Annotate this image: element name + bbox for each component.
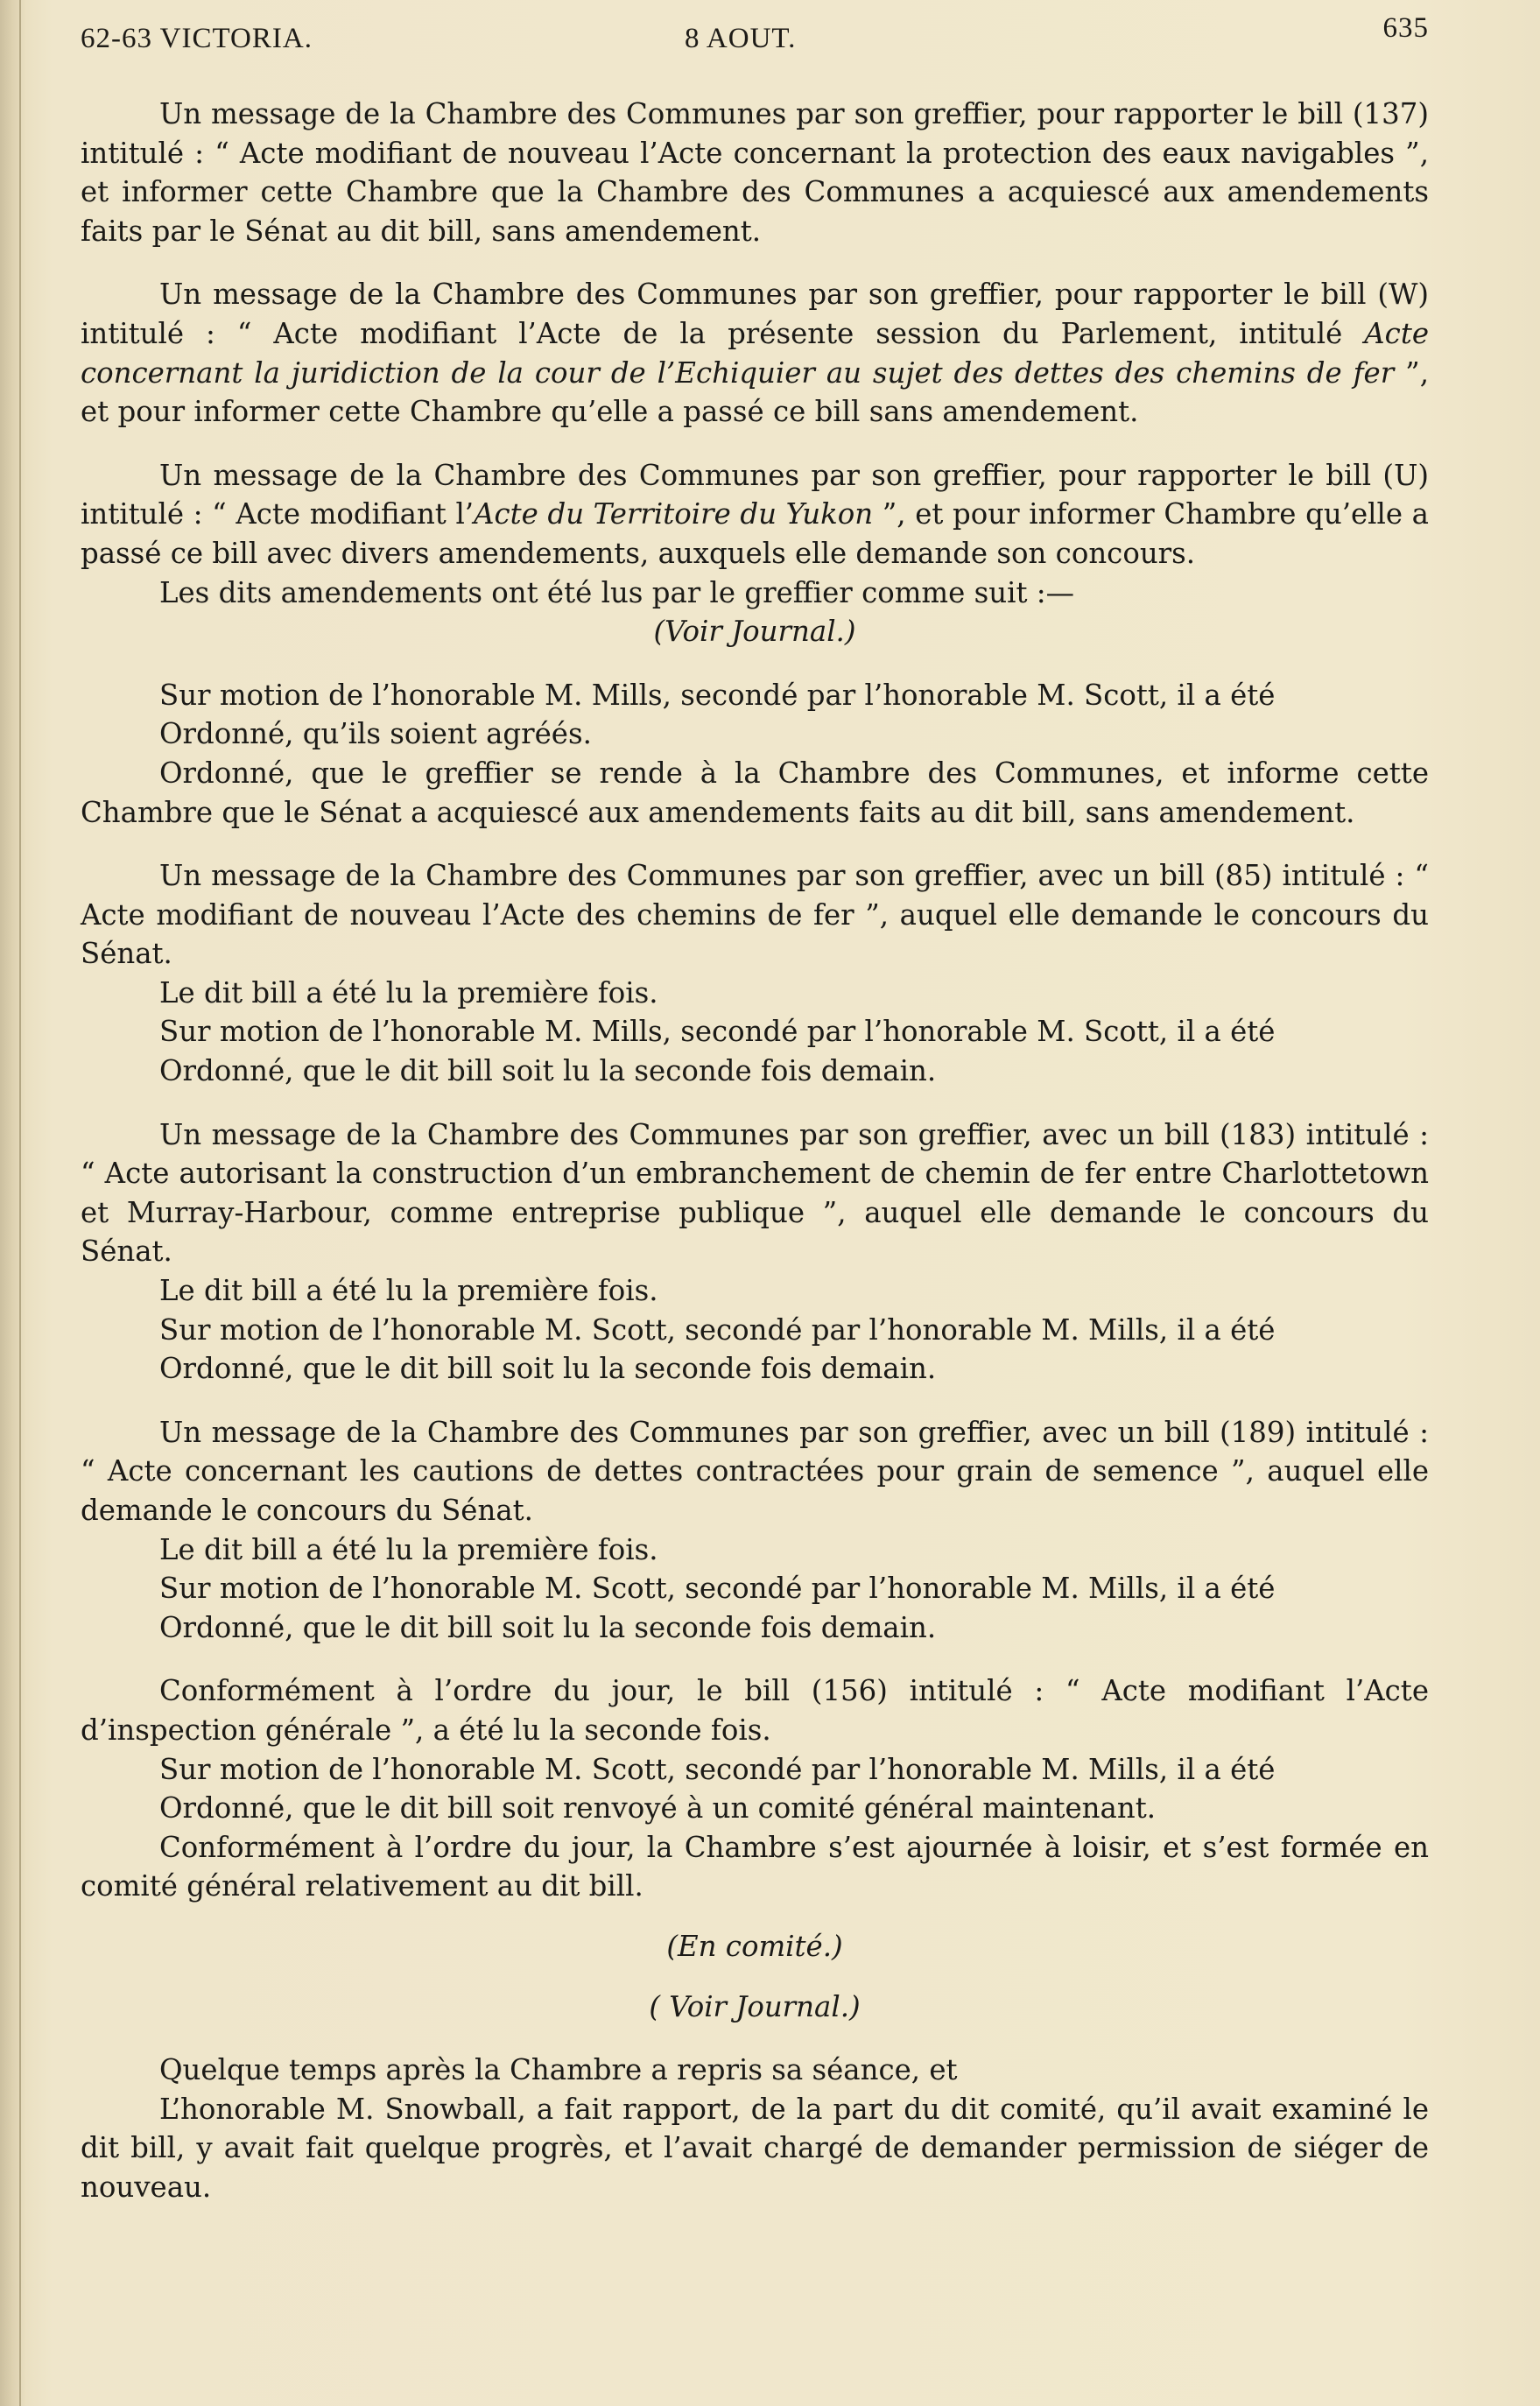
paragraph: Ordonné, que le greffier se rende à la Chambre des Communes, et informe cette Chambre que le Sénat a acquiescé aux amendements faits au dit bill, sans amendement. — [81, 756, 1429, 829]
paragraph: Les dits amendements ont été lus par le greffier comme suit :— — [159, 575, 1075, 609]
order-line: Ordonné, qu’ils soient agréés. — [159, 717, 592, 751]
paragraph-bill-156: Conformément à l’ordre du jour, le bill (156) intitulé : “ Acte modifiant l’Acte d’inspection générale ”, a été lu la seconde fois. — [81, 1674, 1429, 1747]
text-run: ”, et pour informer Chambre qu’elle a passé ce bill avec divers amendements, auxquels elle demande son concours. — [81, 497, 1429, 570]
header-date: 8 AOUT. — [685, 23, 797, 54]
en-comite-note: (En comité.) — [666, 1929, 843, 1963]
paragraph-bill-85: Un message de la Chambre des Communes par son greffier, avec un bill (85) intitulé : “ Acte modifiant de nouveau l’Acte des chemins de fer ”, auquel elle demande le concours du Sénat. — [81, 859, 1429, 971]
text-run: Un message de la Chambre des Communes par son greffier, pour rapporter le bill (U) intitulé : “ Acte modifiant l’ — [81, 458, 1429, 531]
paragraph: Quelque temps après la Chambre a repris sa séance, et — [159, 2053, 958, 2087]
reading-line: Le dit bill a été lu la première fois. — [159, 1532, 658, 1566]
paragraph-bill-183: Un message de la Chambre des Communes par son greffier, avec un bill (183) intitulé : “ Acte autorisant la construction d’un embranchement de chemin de fer entre Charlottetown et Murray-Harbour, comme entreprise publique ”, auquel elle demande le concours du Sénat. — [81, 1117, 1429, 1269]
paragraph-bill-137: Un message de la Chambre des Communes par son greffier, pour rapporter le bill (137) intitulé : “ Acte modifiant de nouveau l’Acte concernant la protection des eaux navigables ”, et informer cette Chambre que la Chambre des Communes a acquiescé aux amendements faits par le Sénat au dit bill, sans amendement. — [81, 97, 1429, 248]
italic-title: Acte concernant la juridiction de la cour de l’Echiquier au sujet des dettes des chemins de fer — [81, 316, 1429, 390]
order-line: Ordonné, que le dit bill soit lu la seconde fois demain. — [159, 1610, 937, 1644]
reading-line: Le dit bill a été lu la première fois. — [159, 975, 658, 1010]
order-line: Ordonné, que le dit bill soit lu la seconde fois demain. — [159, 1054, 937, 1088]
paragraph: Conformément à l’ordre du jour, la Chambre s’est ajournée à loisir, et s’est formée en comité général relativement au dit bill. — [81, 1830, 1429, 1903]
binding-gutter — [19, 0, 21, 2406]
italic-title: Acte du Territoire du Yukon — [474, 497, 874, 531]
voir-journal-note: ( Voir Journal.) — [649, 1989, 861, 2023]
motion-line: Sur motion de l’honorable M. Mills, secondé par l’honorable M. Scott, il a été — [159, 1015, 1276, 1049]
voir-journal-note: (Voir Journal.) — [653, 615, 856, 649]
paragraph-bill-w — [81, 275, 1429, 431]
reading-line: Le dit bill a été lu la première fois. — [159, 1274, 658, 1308]
order-line: Ordonné, que le dit bill soit renvoyé à un comité général maintenant. — [159, 1791, 1157, 1826]
page-number: 635 — [1382, 12, 1429, 44]
order-line: Ordonné, que le dit bill soit lu la seconde fois demain. — [159, 1352, 937, 1386]
motion-line: Sur motion de l’honorable M. Scott, secondé par l’honorable M. Mills, il a été — [159, 1572, 1276, 1606]
running-head — [81, 12, 1429, 56]
motion-line: Sur motion de l’honorable M. Mills, secondé par l’honorable M. Scott, il a été — [159, 678, 1276, 712]
motion-line: Sur motion de l’honorable M. Scott, secondé par l’honorable M. Mills, il a été — [159, 1312, 1276, 1347]
text-run: Un message de la Chambre des Communes par son greffier, pour rapporter le bill (W) intitulé : “ Acte modifiant l’Acte de la présente session du Parlement, intitulé — [81, 278, 1429, 350]
journal-text — [81, 95, 1429, 2207]
header-volume: 62-63 VICTORIA. — [81, 23, 313, 54]
motion-line: Sur motion de l’honorable M. Scott, secondé par l’honorable M. Mills, il a été — [159, 1752, 1276, 1786]
paragraph-bill-u — [81, 456, 1429, 573]
paragraph-bill-189: Un message de la Chambre des Communes par son greffier, avec un bill (189) intitulé : “ Acte concernant les cautions de dettes contractées pour grain de semence ”, auquel elle demande le concours du Sénat. — [81, 1415, 1429, 1527]
text-run: ”, et pour informer cette Chambre qu’elle a passé ce bill sans amendement. — [81, 355, 1429, 429]
paragraph-report: L’honorable M. Snowball, a fait rapport, de la part du dit comité, qu’il avait examiné le dit bill, y avait fait quelque progrès, et l’avait chargé de demander permission de siéger de nouveau. — [81, 2092, 1429, 2204]
